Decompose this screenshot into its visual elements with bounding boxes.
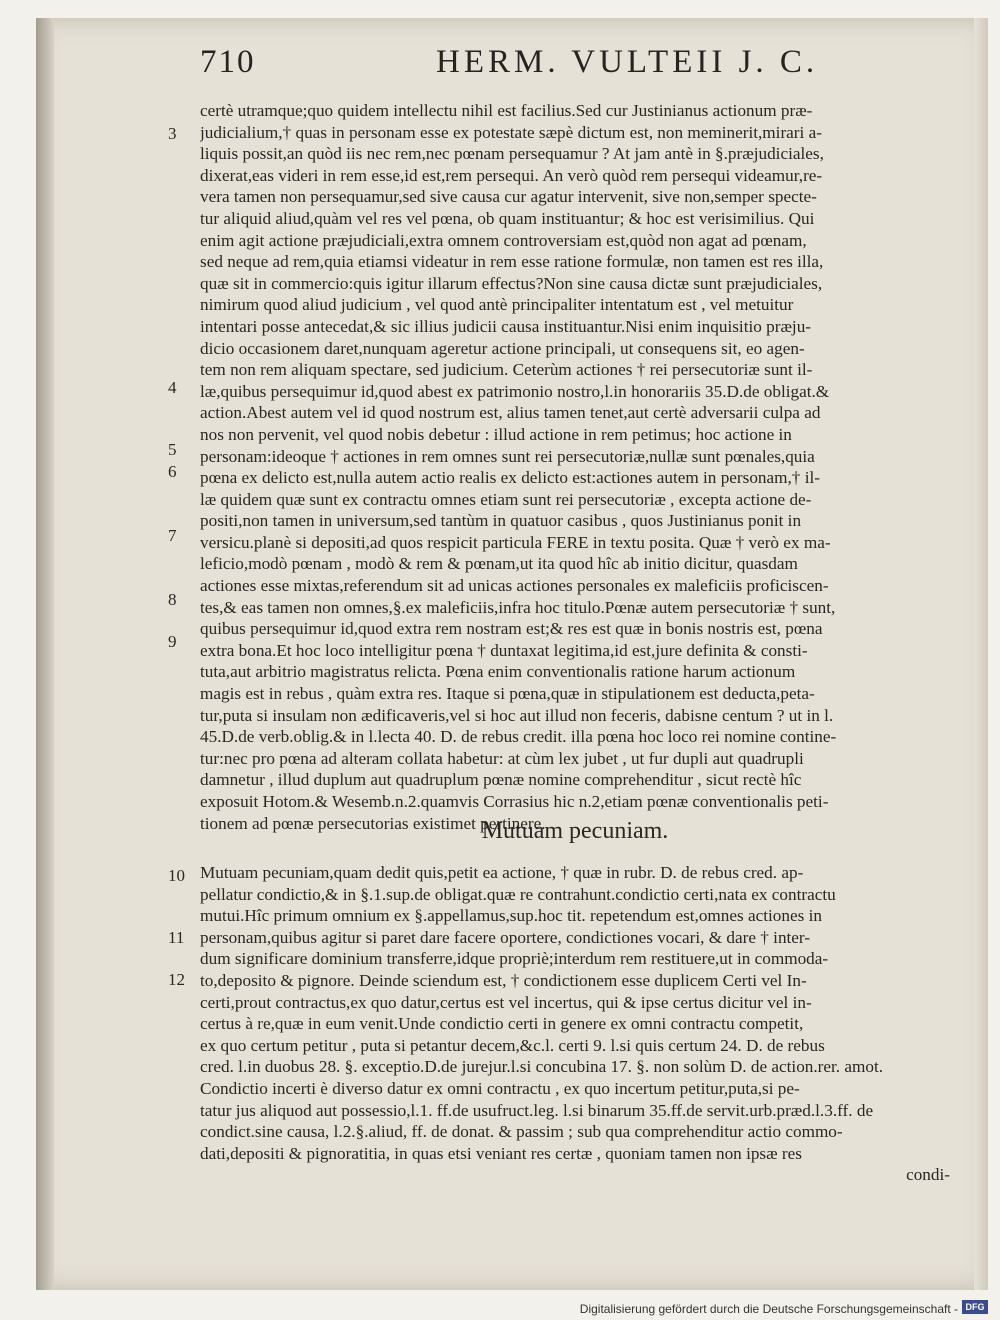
text-line: vera tamen non persequamur,sed sive causa cur agatur intervenit, sive non,semper specte- — [200, 187, 817, 207]
text-line: tur aliquid aliud,quàm vel res vel pœna, ob quam instituantur; & hoc est verisimilius. Qui — [200, 208, 815, 228]
margin-number: 9 — [168, 632, 177, 651]
text-line: magis est in rebus , quàm extra res. Itaque si pœna,quæ in stipulationem est deducta,peta- — [200, 684, 815, 704]
text-line: personam:ideoque † actiones in rem omnes sunt rei persecutoriæ,nullæ sunt pœnales,quia — [200, 446, 815, 466]
text-line: extra bona.Et hoc loco intelligitur pœna † duntaxat legitima,id est,jure definita & consti- — [200, 640, 808, 660]
margin-number: 4 — [168, 378, 177, 397]
text-line: nos non pervenit, vel quod nobis debetur : illud actione in rem petimus; hoc actione in — [200, 424, 792, 444]
margin-number: 7 — [168, 526, 177, 545]
text-line: dati,depositi & pignoratitia, in quas etsi veniant res certæ , quoniam tamen non ipsæ res — [200, 1143, 802, 1163]
text-line: Condictio incerti è diverso datur ex omni contractu , ex quo incertum petitur,puta,si pe- — [200, 1078, 800, 1098]
text-line: positi,non tamen in universum,sed tantùm in quatuor casibus , quos Justinianus ponit in — [200, 511, 802, 531]
text-line: exposuit Hotom.& Wesemb.n.2.quamvis Corrasius hic n.2,etiam pœnæ conventionalis peti- — [200, 792, 829, 811]
text-line: condict.sine causa, l.2.§.aliud, ff. de donat. & passim ; sub qua comprehenditur actio commo- — [200, 1122, 843, 1142]
text-line: dixerat,eas videri in rem esse,id est,rem persequi. An verò quòd rem persequi videamur,re- — [200, 165, 823, 185]
text-line: tes,& eas tamen non omnes,§.ex maleficiis,infra hoc titulo.Pœnæ autem persecutoriæ † sunt, — [200, 597, 836, 617]
text-line: damnetur , illud duplum aut quadruplum pœnæ nomine comprehenditur , sicut rectè hîc — [200, 770, 802, 790]
page-gutter — [36, 18, 54, 1290]
text-line: quæ sit in commercio:quis igitur illarum effectus?Non sine causa dictæ sunt præjudiciales, — [200, 273, 823, 293]
text-line: læ quidem quæ sunt ex contractu omnes etiam sunt rei persecutoriæ , excepta actione de- — [200, 489, 812, 509]
text-line: tem non rem aliquam spectare, sed judicium. Ceterùm actiones † rei persecutoriæ sunt il- — [200, 360, 813, 380]
margin-number: 3 — [168, 124, 177, 143]
text-line: cred. l.in duobus 28. §. exceptio.D.de jurejur.l.si concubina 17. §. non solùm D. de action.rer. amot. — [200, 1057, 884, 1077]
text-line: certè utramque;quo quidem intellectu nihil est facilius.Sed cur Justinianus actionum præ- — [200, 101, 813, 120]
text-line: tur,puta si insulam non ædificaveris,vel si hoc aut illud non feceris, dabisne centum ? ut in l. — [200, 705, 834, 725]
text-line: tuta,aut arbitrio magistratus relicta. Pœna enim conventionalis ratione harum actionum — [200, 662, 796, 682]
text-line: ex quo certum petitur , puta si petantur decem,&c.l. certi 9. l.si quis certum 24. D. de rebus — [200, 1035, 825, 1055]
margin-number: 5 — [168, 440, 177, 459]
footer — [0, 1298, 1000, 1320]
text-line: liquis possit,an quòd iis nec rem,nec pœnam persequamur ? At jam antè in §.præjudiciales, — [200, 144, 824, 164]
text-line: pœna ex delicto est,nulla autem actio realis ex delicto est:actiones autem in personam,† il- — [200, 468, 820, 488]
text-line: quibus persequimur id,quod extra rem nostram est;& res est quæ in bonis nostris est, pœna — [200, 619, 823, 639]
margin-number: 11 — [168, 928, 185, 947]
text-line: dicio occasionem daret,nunquam ageretur actione principali, ut consequens sit, eo agen- — [200, 338, 805, 358]
text-line: pellatur condictio,& in §.1.sup.de obligat.quæ re contrahunt.condictio certi,nata ex contractu — [200, 884, 836, 904]
text-line: certus à re,quæ in eum venit.Unde condictio certi in genere ex omni contractu competit, — [200, 1014, 804, 1034]
text-line: mutui.Hîc primum omnium ex §.appellamus,sup.hoc tit. repetendum est,omnes actiones in — [200, 906, 822, 926]
text-line: judicialium,† quas in personam esse ex potestate sæpè dictum est, non meminerit,mirari a- — [200, 122, 822, 142]
text-line: actiones esse mixtas,referendum sit ad unicas actiones personales ex maleficiis proficiscen- — [200, 576, 829, 596]
text-line: Mutuam pecuniam,quam dedit quis,petit ea actione, † quæ in rubr. D. de rebus cred. ap- — [200, 863, 804, 882]
text-line: dum significare dominium transferre,idque propriè;interdum rem restituere,ut in commoda- — [200, 949, 829, 969]
body-text-bottom — [200, 862, 950, 1186]
page-header — [200, 44, 940, 88]
text-line: action.Abest autem vel id quod nostrum est, alius tamen tenet,aut certè adversarii culpa ad — [200, 403, 821, 423]
text-line: versicu.planè si depositi,ad quos respicit particula FERE in textu posita. Quæ † verò ex ma- — [200, 532, 831, 552]
text-line: to,deposito & pignore. Deinde sciendum est, † condictionem esse duplicem Certi vel In- — [200, 970, 807, 990]
text-line: certi,prout contractus,ex quo datur,certus est vel incertus, qui & ipse certus dicitur vel in- — [200, 992, 812, 1012]
text-line: leficio,modò pœnam , modò & rem & pœnam,ut ita quod hîc ab initio dicitur, quasdam — [200, 554, 798, 574]
margin-number: 8 — [168, 590, 177, 609]
text-line: personam,quibus agitur si paret dare facere oportere, condictiones vocari, & dare † inter- — [200, 927, 811, 947]
page-edge — [974, 18, 988, 1290]
catchword: condi- — [906, 1165, 950, 1185]
margin-number: 6 — [168, 462, 177, 481]
text-line: enim agit actione præjudiciali,extra omnem controversiam est,quòd non agat ad pœnam, — [200, 230, 807, 250]
body-text-top — [200, 100, 950, 834]
text-line: tur:nec pro pœna ad alteram collata habetur: at cùm lex jubet , ut fur dupli aut quadrupli — [200, 748, 804, 768]
text-line: læ,quibus persequimur id,quod abest ex patrimonio nostro,l.in honorariis 35.D.de obligat.& — [200, 381, 830, 401]
section-title: Mutuam pecuniam. — [481, 818, 669, 844]
text-line: 45.D.de verb.oblig.& in l.lecta 40. D. de rebus credit. illa pœna hoc loco rei nomine contine- — [200, 727, 837, 747]
text-line: tatur jus aliquod aut possessio,l.1. ff.de usufruct.leg. l.si binarum 35.ff.de servit.urb.præd.l.3.ff. de — [200, 1100, 874, 1120]
margin-number: 12 — [168, 970, 185, 989]
page-number: 710 — [200, 44, 256, 80]
text-line: nimirum quod aliud judicium , vel quod antè principaliter intentatum est , vel metuitur — [200, 295, 794, 315]
text-line: tionem ad pœnæ persecutorias existimet pertinere. — [200, 813, 546, 833]
text-line: intentari posse antecedat,& sic illius judicii causa instituantur.Nisi enim inquisitio præju- — [200, 316, 812, 336]
dfg-logo-icon: DFG — [962, 1300, 988, 1314]
text-line: sed neque ad rem,quia etiamsi videatur in rem esse ratione formulæ, non tamen est res illa, — [200, 252, 824, 272]
running-head: HERM. VULTEII J. C. — [436, 44, 819, 80]
footer-credit: Digitalisierung gefördert durch die Deutsche Forschungsgemeinschaft - — [579, 1302, 958, 1316]
margin-number: 10 — [168, 866, 185, 885]
